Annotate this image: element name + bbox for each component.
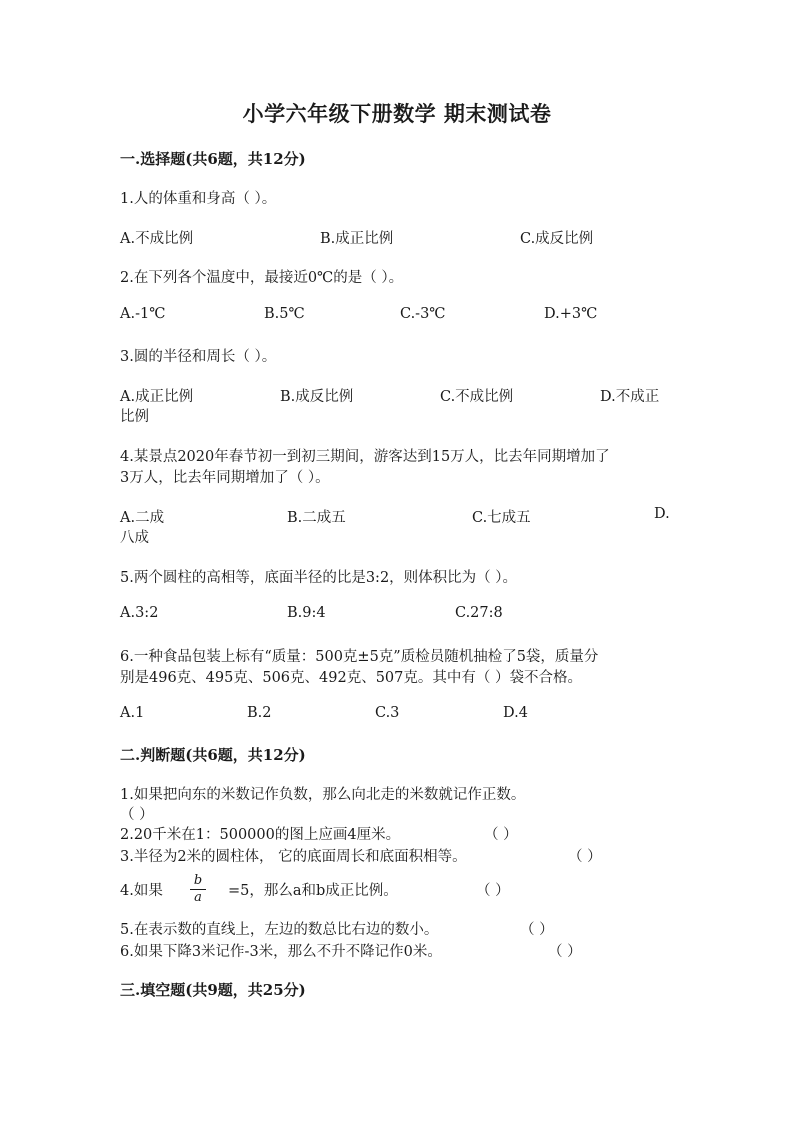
question-1-2: 2.在下列各个温度中，最接近0℃的是（ ）。 xyxy=(120,270,404,286)
fraction-denominator: a xyxy=(194,890,202,905)
judge-3-blank: （ ） xyxy=(568,849,602,865)
judge-4-prefix: 4.如果 xyxy=(120,883,163,899)
option-1-1-c: C.成反比例 xyxy=(520,231,594,247)
judge-2-blank: （ ） xyxy=(484,827,518,843)
fraction-numerator: b xyxy=(193,873,203,888)
judge-2: 2.20千米在1：500000的图上应画4厘米。 xyxy=(120,827,401,843)
option-1-3-b: B.成反比例 xyxy=(280,389,354,405)
option-1-2-a: A.-1℃ xyxy=(120,306,166,322)
option-1-6-a: A.1 xyxy=(120,705,145,721)
question-1-1: 1.人的体重和身高（ ）。 xyxy=(120,191,277,207)
option-1-3-c: C.不成比例 xyxy=(440,389,514,405)
judge-1: 1.如果把向东的米数记作负数，那么向北走的米数就记作正数。 xyxy=(120,787,526,803)
judge-3: 3.半径为2米的圆柱体， 它的底面周长和底面积相等。 xyxy=(120,849,467,865)
option-1-4-a: A.二成 xyxy=(120,510,165,526)
judge-1-blank: （ ） xyxy=(120,807,154,823)
option-1-3-a: A.成正比例 xyxy=(120,389,194,405)
page-title: 小学六年级下册数学 期末测试卷 xyxy=(242,101,552,126)
judge-4-suffix: =5，那么a和b成正比例。 xyxy=(228,883,398,899)
fraction-b-over-a xyxy=(190,874,206,905)
judge-5: 5.在表示数的直线上，左边的数总比右边的数小。 xyxy=(120,922,439,938)
option-1-2-d: D.+3℃ xyxy=(544,306,598,322)
question-1-4-line1: 4.某景点2020年春节初一到初三期间，游客达到15万人，比去年同期增加了 xyxy=(120,449,610,465)
option-1-1-a: A.不成比例 xyxy=(120,231,194,247)
judge-4-blank: （ ） xyxy=(476,883,510,899)
section-heading-choice: 一.选择题(共6题，共12分) xyxy=(120,150,306,168)
option-1-3-d-wrap: 比例 xyxy=(120,409,149,425)
option-1-2-b: B.5℃ xyxy=(264,306,305,322)
judge-6: 6.如果下降3米记作-3米，那么不升不降记作0米。 xyxy=(120,944,442,960)
option-1-4-c: C.七成五 xyxy=(472,510,531,526)
option-1-3-d: D.不成正 xyxy=(600,389,660,405)
option-1-6-b: B.2 xyxy=(247,705,272,721)
judge-6-blank: （ ） xyxy=(548,944,582,960)
option-1-5-a: A.3:2 xyxy=(120,605,159,621)
option-1-5-b: B.9:4 xyxy=(287,605,326,621)
option-1-4-d: D. xyxy=(654,506,670,522)
option-1-4-b: B.二成五 xyxy=(287,510,346,526)
option-1-5-c: C.27:8 xyxy=(455,605,503,621)
option-1-4-d-wrap: 八成 xyxy=(120,530,149,546)
judge-5-blank: （ ） xyxy=(520,922,554,938)
question-1-6-line1: 6.一种食品包装上标有“质量：500克±5克”质检员随机抽检了5袋，质量分 xyxy=(120,649,599,665)
question-1-5: 5.两个圆柱的高相等，底面半径的比是3:2，则体积比为（ ）。 xyxy=(120,570,518,586)
option-1-2-c: C.-3℃ xyxy=(400,306,446,322)
question-1-6-line2: 别是496克、495克、506克、492克、507克。其中有（ ）袋不合格。 xyxy=(120,670,582,686)
option-1-6-d: D.4 xyxy=(503,705,528,721)
option-1-6-c: C.3 xyxy=(375,705,400,721)
question-1-3: 3.圆的半径和周长（ ）。 xyxy=(120,349,277,365)
section-heading-fill: 三.填空题(共9题，共25分) xyxy=(120,981,306,999)
section-heading-judge: 二.判断题(共6题，共12分) xyxy=(120,746,306,764)
option-1-1-b: B.成正比例 xyxy=(320,231,394,247)
question-1-4-line2: 3万人，比去年同期增加了（ ）。 xyxy=(120,470,330,486)
